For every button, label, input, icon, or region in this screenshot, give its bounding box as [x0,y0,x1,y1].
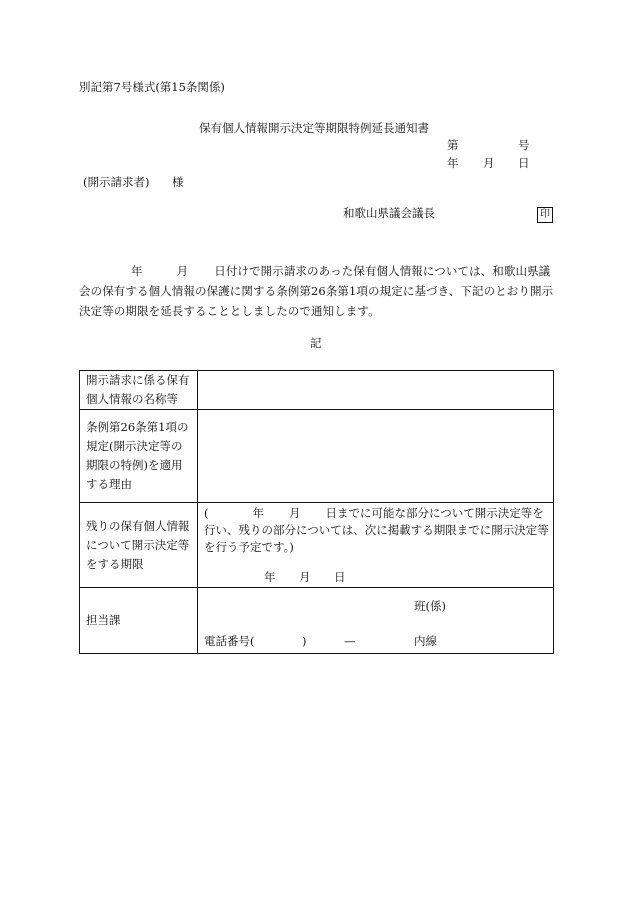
row4-label: 担当課 [80,588,198,654]
table-row [80,503,554,588]
row3-note-text: 日までに可能な部分について開示決定等を行い、残りの部分については、次に掲載する期限までに開示決定等を行う予定です。) [204,506,549,554]
row3-note-year: 年 [252,506,264,520]
row3-label: 残りの保有個人情報について開示決定等をする期限 [80,503,198,588]
row4-tel-close: ) [302,634,307,648]
issue-date-year: 年 [447,156,459,170]
row3-note-open: ( [204,506,209,520]
recipient-label: (開示請求者) [83,175,150,189]
row3-note [204,505,554,556]
row3-date-month: 月 [299,570,311,584]
doc-number-go: 号 [518,138,530,152]
row1-label: 開示請求に係る保有個人情報の名称等 [80,371,198,410]
details-table [79,370,554,654]
seal-mark: 印 [537,207,553,223]
issue-date-month: 月 [483,156,495,170]
ki-heading: 記 [310,336,322,350]
row4-tel-label: 電話番号( [204,634,255,648]
row3-date-day: 日 [334,570,346,584]
row1-value [198,371,554,410]
table-row [80,588,554,654]
issue-date-day: 日 [518,156,530,170]
form-reference: 別記第7号様式(第15条関係) [79,80,225,94]
body-text: 日付けで開示請求のあった保有個人情報については、和歌山県議会の保有する個人情報の保護に関する条例第26条第1項の規定に基づき、下記のとおり開示決定等の期限を延長することとしましたので通知します。 [79,264,554,318]
recipient-honorific: 様 [172,175,184,189]
table-row [80,371,554,410]
sender-name: 和歌山県議会議長 [343,206,435,220]
row4-naisen: 内線 [414,634,437,648]
row3-date-year: 年 [264,570,276,584]
table-row [80,410,554,503]
document-title: 保有個人情報開示決定等期限特例延長通知書 [199,121,429,135]
row2-value [198,410,554,503]
body-year: 年 [131,264,143,278]
row4-tel-dash: — [344,634,356,648]
body-month: 月 [176,264,189,278]
row4-value [198,588,554,654]
notice-body [79,261,554,321]
row2-label: 条例第26条第1項の規定(開示決定等の期限の特例)を適用する理由 [80,410,198,503]
row4-han: 班(係) [414,599,446,613]
doc-number-dai: 第 [447,138,459,152]
row3-note-month: 月 [289,506,301,520]
row3-value [198,503,554,588]
